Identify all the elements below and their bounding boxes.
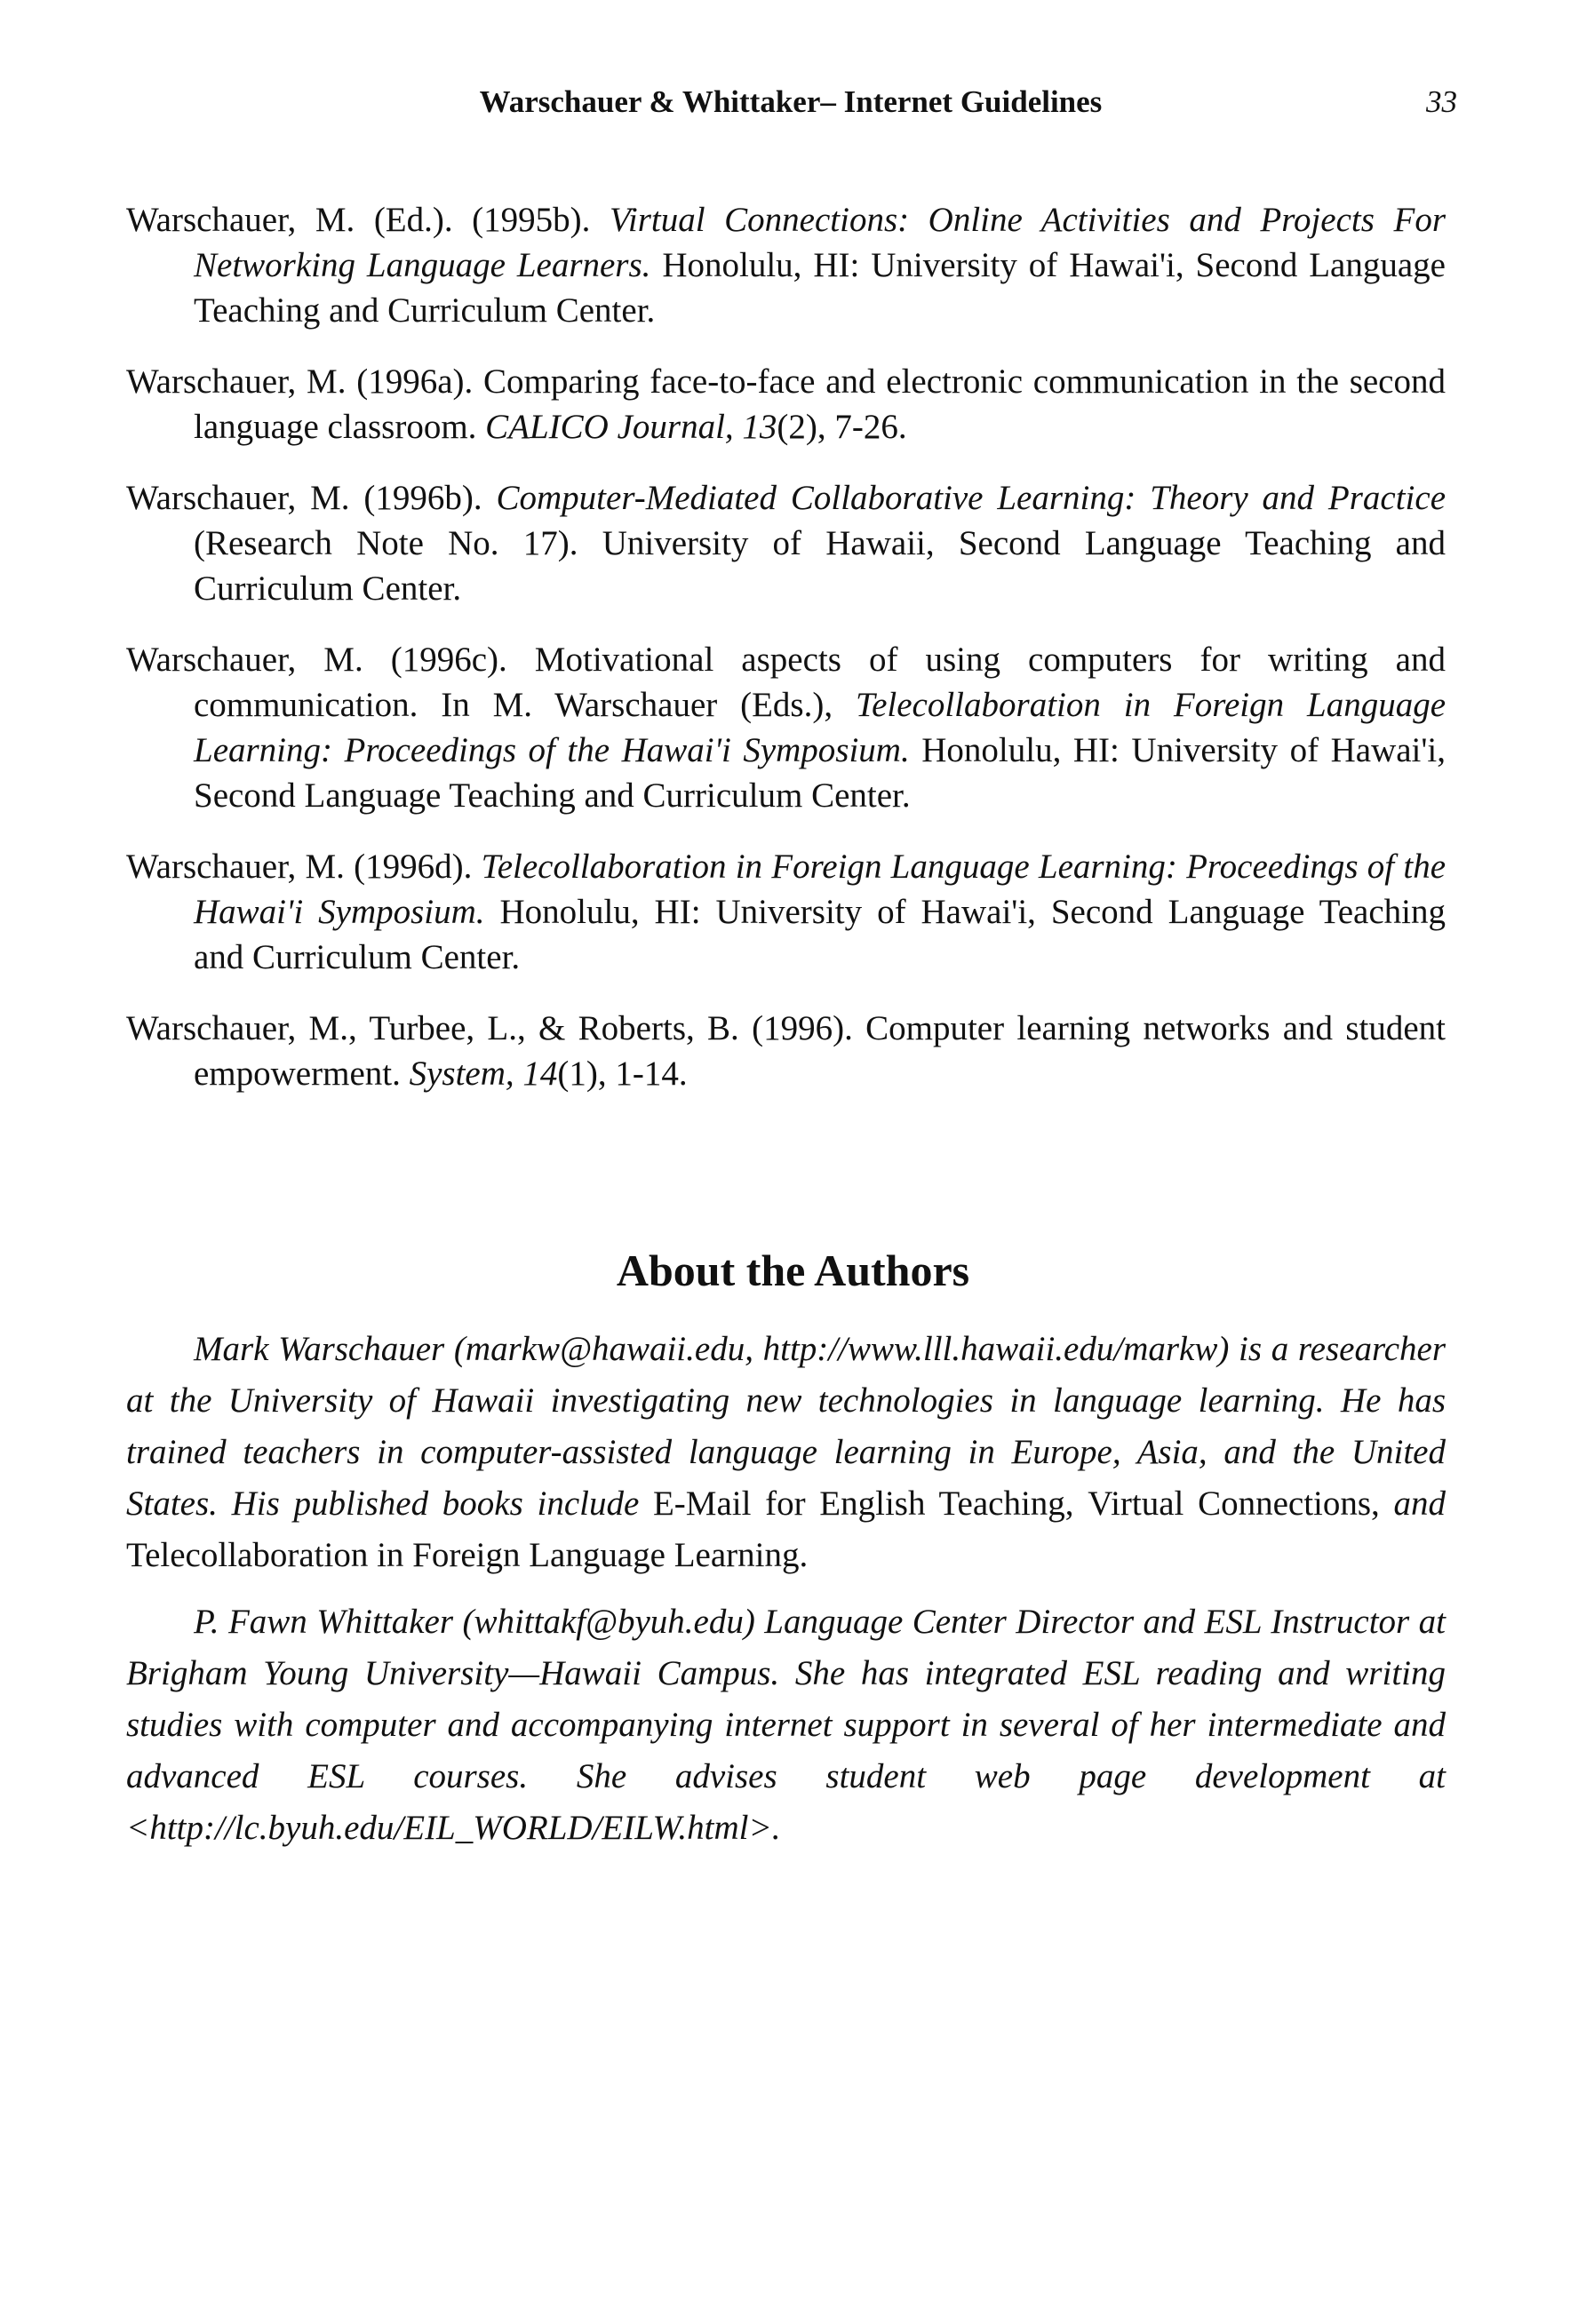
reference-text: (1), 1-14. (557, 1055, 688, 1093)
reference-entry (126, 197, 1446, 333)
author-bio-whittaker (126, 1596, 1446, 1854)
reference-entry (126, 637, 1446, 818)
book-title: Virtual Connections, (1088, 1484, 1380, 1523)
reference-title: Virtual Connections: Online Activities and Projects For Networking Language Learners. (194, 201, 1446, 284)
reference-entry (126, 844, 1446, 980)
bio-text: Mark Warschauer (markw@hawaii.edu, http://www.lll.hawaii.edu/markw) is a researcher at the University of Hawaii investigating new technologies in language learning. He has trained teachers in computer-assisted language learning in Europe, Asia, and the United States. His published books include (126, 1330, 1446, 1523)
reference-text: Honolulu, HI: University of Hawai'i, Second Language Teaching and Curriculum Center. (194, 893, 1446, 976)
book-title: E-Mail for English Teaching, (652, 1484, 1074, 1523)
book-title: Telecollaboration in Foreign Language Learning. (126, 1536, 809, 1574)
reference-text: (2), 7-26. (777, 408, 907, 446)
reference-text: Warschauer, M. (1996c). Motivational aspects of using computers for writing and communication. In M. Warschauer (Eds.), (126, 641, 1446, 724)
section-heading: About the Authors (616, 1246, 970, 1295)
reference-text: Warschauer, M. (1996a). Comparing face-to-face and electronic communication in the second language classroom. (126, 362, 1446, 446)
author-bio-warschauer (126, 1324, 1446, 1581)
reference-entry (126, 1006, 1446, 1096)
page-number: 33 (1426, 84, 1457, 119)
reference-text: Honolulu, HI: University of Hawai'i, Second Language Teaching and Curriculum Center. (194, 246, 1446, 330)
bio-text: and (1379, 1484, 1447, 1523)
reference-title: Telecollaboration in Foreign Language Learning: Proceedings of the Hawai'i Symposium. (194, 686, 1446, 769)
reference-text: Warschauer, M., Turbee, L., & Roberts, B. (1996). Computer learning networks and student empowerment. (126, 1009, 1446, 1093)
running-header (124, 80, 1457, 124)
reference-text: Warschauer, M. (Ed.). (1995b). (126, 201, 610, 239)
running-title: Warschauer & Whittaker– Internet Guidelines (479, 84, 1103, 119)
reference-entry (126, 475, 1446, 611)
reference-title: Telecollaboration in Foreign Language Learning: Proceedings of the Hawai'i Symposium. (194, 848, 1447, 931)
reference-text: (Research Note No. 17). University of Hawaii, Second Language Teaching and Curriculum Center. (194, 524, 1446, 608)
reference-text: Warschauer, M. (1996b). (126, 479, 497, 517)
reference-entry (126, 359, 1446, 450)
reference-list (126, 197, 1446, 1122)
reference-text: Warschauer, M. (1996d). (126, 848, 482, 886)
reference-journal: System, 14 (409, 1055, 558, 1093)
reference-text: Honolulu, HI: University of Hawai'i, Second Language Teaching and Curriculum Center. (194, 731, 1446, 815)
bio-text: P. Fawn Whittaker (whittakf@byuh.edu) Language Center Director and ESL Instructor at Brigham Young University—Hawaii Campus. She has integrated ESL reading and writing studies with computer and accompanying internet support in several of her intermediate and advanced ESL courses. She advises student web page development at <http://lc.byuh.edu/EIL_WORLD/EILW.html>. (126, 1603, 1446, 1847)
reference-journal: CALICO Journal, 13 (485, 408, 777, 446)
reference-title: Computer-Mediated Collaborative Learning: Theory and Practice (496, 479, 1447, 517)
